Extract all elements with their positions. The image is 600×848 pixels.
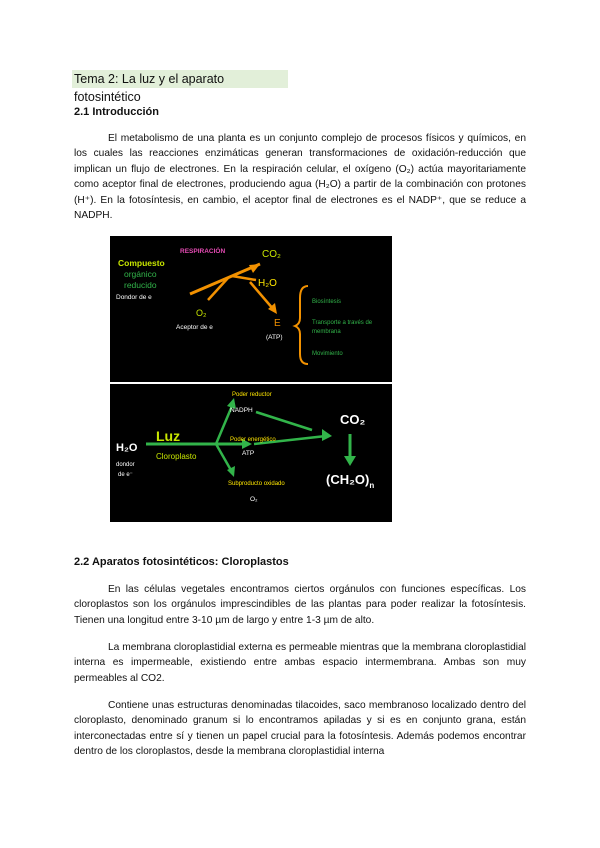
document-title: Tema 2: La luz y el aparato fotosintético <box>72 70 288 88</box>
use-biosynthesis: Biosíntesis <box>312 299 342 305</box>
energy-label: E <box>274 318 281 329</box>
section-heading-chloroplasts: 2.2 Aparatos fotosintéticos: Cloroplastos <box>74 556 289 568</box>
use-transport-2: membrana <box>312 329 341 335</box>
ch2o-label: $(CH_2O)_n$ <box>326 472 375 490</box>
co2-label: CO₂ <box>262 249 281 260</box>
respiration-diagram <box>110 236 392 382</box>
use-movement: Movimiento <box>312 351 343 357</box>
h2o-label: H₂O <box>116 442 138 454</box>
co2-label: CO₂ <box>340 412 366 427</box>
section-heading-intro: 2.1 Introducción <box>74 106 159 118</box>
o2-label: O₂ <box>250 496 258 503</box>
nadph-label: NADPH <box>230 407 253 414</box>
o2-label: O₂ <box>196 308 207 318</box>
uses-brace <box>295 286 308 364</box>
use-transport-1: Transporte a través de <box>312 320 373 326</box>
paragraph-chloroplasts-3: Contiene unas estructuras denominadas tilacoides, saco membranoso localizado dentro del cloroplasto, denominado granum si lo encontramos apiladas y si es en conjunto grana, están interconectadas entre sí y tienen un papel crucial para la fotosíntesis. Además podemos encontrar dentro de los cloroplastos, desde la membrana cloroplastidial interna <box>74 700 526 758</box>
h2o-label: H₂O <box>258 278 277 289</box>
acceptor-label: Aceptor de e <box>176 324 213 331</box>
donor-line-1: dondor <box>116 462 135 468</box>
arrow-head <box>322 429 332 441</box>
byproduct-label: Subproducto oxidado <box>228 481 285 487</box>
h2o-branch-line <box>232 276 256 280</box>
respiration-label: RESPIRACIÓN <box>180 248 226 255</box>
compound-line-2: orgánico <box>124 269 157 279</box>
donor-line-2: de e⁻ <box>118 472 133 478</box>
atp-label: (ATP) <box>266 334 283 341</box>
paragraph-chloroplasts-1: En las células vegetales encontramos ciertos orgánulos con funciones específicas. Los cloroplastos son los orgánulos imprescindibles de las plantas para poder realizar la fotosíntesis. Tienen una longitud entre 3-10 µm de largo y entre 1-3 µm de alto. <box>74 584 526 626</box>
energy-power-label: Poder energético <box>230 437 276 443</box>
metabolism-figure <box>110 236 392 522</box>
photosynthesis-diagram <box>110 384 392 522</box>
nadph-to-co2-line <box>256 412 312 430</box>
reducing-power-label: Poder reductor <box>232 392 272 398</box>
paragraph-intro: El metabolismo de una planta es un conjunto complejo de procesos físicos y químicos, en los cuales las reacciones enzimáticas generan transformaciones de oxidación-reducción que implican un flujo de electrones. En la respiración celular, el oxígeno (O₂) actúa mayoritariamente como aceptor final de electrones, produciendo agua (H₂O) a partir de la combinación con protones (H⁺). En la fotosíntesis, en cambio, el aceptor final de electrones es el NADP⁺, que se reduce a NADPH. <box>74 133 526 222</box>
atp-label: ATP <box>242 450 255 457</box>
donor-label: Dondor de e <box>116 294 152 301</box>
compound-line-3: reducido <box>124 280 157 290</box>
compound-line-1: Compuesto <box>118 258 165 268</box>
paragraph-chloroplasts-2: La membrana cloroplastidial externa es permeable mientras que la membrana cloroplastidial interna es impermeable, existiendo entre ambas espacio intermembrana. Ambas son muy permeables al CO2. <box>74 642 526 684</box>
luz-label: Luz <box>156 428 181 444</box>
chloroplast-label: Cloroplasto <box>156 452 197 461</box>
arrow-head <box>344 456 356 466</box>
o2-branch-line <box>216 444 232 472</box>
